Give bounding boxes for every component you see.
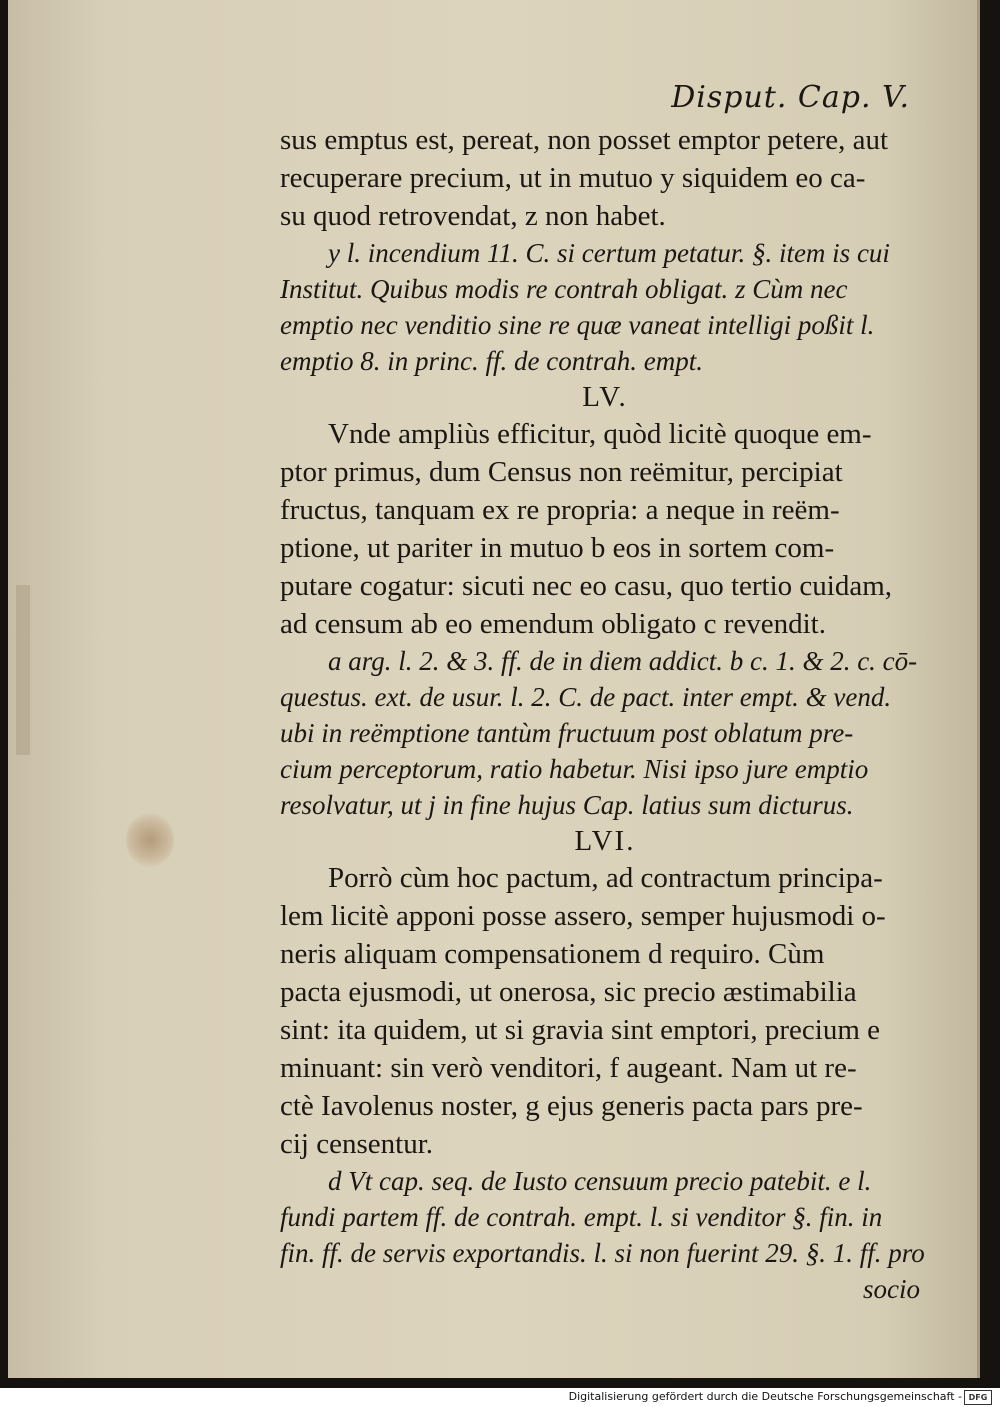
- footer-text: Digitalisierung gefördert durch die Deutsche Forschungsgemeinschaft -: [568, 1390, 962, 1403]
- text-line: lem licitè apponi posse assero, semper hujusmodi o-: [280, 900, 886, 932]
- text-line: ad censum ab eo emendum obligato c revendit.: [280, 608, 826, 640]
- paragraph-3: [280, 859, 930, 1163]
- note-line: emptio nec venditio sine re quæ vaneat intelligi poßit l.: [280, 310, 875, 340]
- note-line: Institut. Quibus modis re contrah obligat. z Cùm nec: [280, 274, 848, 304]
- page-stain: [126, 812, 174, 868]
- text-line: su quod retrovendat, z non habet.: [280, 200, 666, 232]
- text-line: recuperare precium, ut in mutuo y siquidem eo ca-: [280, 162, 866, 194]
- text-line: sus emptus est, pereat, non posset emptor petere, aut: [280, 124, 889, 156]
- paragraph-1: [280, 121, 930, 235]
- note-block-3: [280, 1163, 930, 1307]
- note-block-1: [280, 235, 930, 379]
- note-line: y l. incendium 11. C. si certum petatur. §. item is cui: [328, 238, 890, 268]
- text-line: sint: ita quidem, ut si gravia sint emptori, precium e: [280, 1014, 881, 1046]
- catchword: socio: [863, 1274, 920, 1304]
- note-line: emptio 8. in princ. ff. de contrah. empt.: [280, 346, 703, 376]
- note-line: fundi partem ff. de contrah. empt. l. si venditor §. fin. in: [280, 1202, 883, 1232]
- page-text: [280, 80, 930, 1307]
- text-line: ptione, ut pariter in mutuo b eos in sortem com-: [280, 532, 835, 564]
- section-number-55: LV.: [582, 381, 628, 413]
- text-line: putare cogatur: sicuti nec eo casu, quo tertio cuidam,: [280, 570, 893, 602]
- text-line: Vnde ampliùs efficitur, quòd licitè quoque em-: [328, 418, 872, 450]
- text-line: ptor primus, dum Census non reëmitur, percipiat: [280, 456, 843, 488]
- note-line: resolvatur, ut j in fine hujus Cap. latius sum dicturus.: [280, 790, 854, 820]
- note-line: a arg. l. 2. & 3. ff. de in diem addict. b c. 1. & 2. c. cō-: [328, 646, 918, 676]
- text-line: fructus, tanquam ex re propria: a neque in reëm-: [280, 494, 840, 526]
- text-line: Porrò cùm hoc pactum, ad contractum principa-: [328, 862, 883, 894]
- dfg-logo: DFG: [964, 1390, 992, 1405]
- digitization-footer: [0, 1388, 1000, 1407]
- section-number-56: LVI.: [574, 825, 636, 857]
- text-line: pacta ejusmodi, ut onerosa, sic precio æstimabilia: [280, 976, 857, 1008]
- note-line: questus. ext. de usur. l. 2. C. de pact. inter empt. & vend.: [280, 682, 892, 712]
- note-line: d Vt cap. seq. de Iusto censuum precio patebit. e l.: [328, 1166, 872, 1196]
- note-line: ubi in reëmptione tantùm fructuum post oblatum pre-: [280, 718, 854, 748]
- note-line: cium perceptorum, ratio habetur. Nisi ipso jure emptio: [280, 754, 869, 784]
- running-head: Disput. Cap. V.: [671, 80, 910, 115]
- text-line: ctè Iavolenus noster, g ejus generis pacta pars pre-: [280, 1090, 863, 1122]
- text-line: cij censentur.: [280, 1128, 434, 1160]
- page-edge-mark: [16, 585, 30, 755]
- note-line: fin. ff. de servis exportandis. l. si non fuerint 29. §. 1. ff. pro: [280, 1238, 925, 1268]
- note-block-2: [280, 643, 930, 823]
- text-line: neris aliquam compensationem d requiro. Cùm: [280, 938, 825, 970]
- text-line: minuant: sin verò venditori, f augeant. Nam ut re-: [280, 1052, 857, 1084]
- paragraph-2: [280, 415, 930, 643]
